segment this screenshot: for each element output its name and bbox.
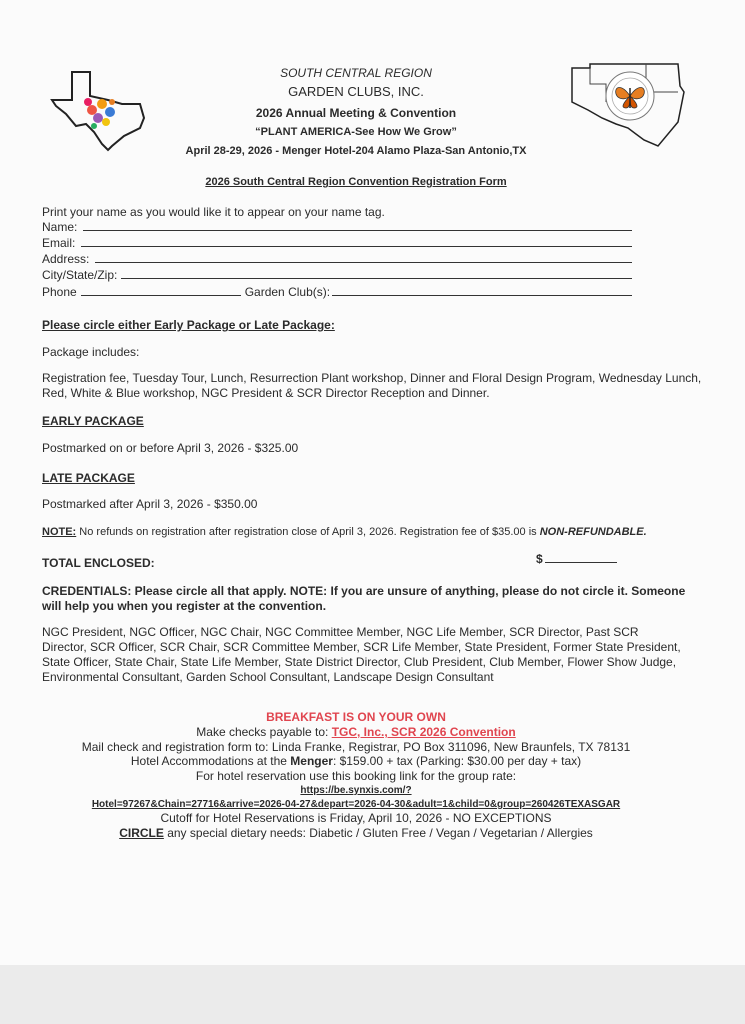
city-line[interactable]: [121, 277, 632, 279]
booking-link-line1[interactable]: https://be.synxis.com/?: [300, 785, 412, 796]
credentials-heading: CREDENTIALS: Please circle all that apply. NOTE: If you are unsure of anything, please do not circle it. Someone will help you when you register at the convention.: [42, 584, 686, 613]
mail-instructions: Mail check and registration form to: Linda Franke, Registrar, PO Box 311096, New Braunfels, TX 78131: [81, 740, 631, 754]
note-line: [42, 526, 722, 538]
note-emph: NON-REFUNDABLE.: [539, 526, 647, 538]
package-includes-label: Package includes:: [42, 345, 140, 359]
checks-payable-line: [0, 725, 712, 739]
note-text: No refunds on registration after registration close of April 3, 2026. Registration fee of $35.00 is: [76, 526, 540, 538]
package-includes-text: Registration fee, Tuesday Tour, Lunch, Resurrection Plant workshop, Dinner and Floral Design Program, Wednesday Lunch, Red, White & Blue workshop, NGC President & SCR Director Reception and Dinner.: [42, 371, 702, 400]
note-label: NOTE:: [42, 526, 77, 538]
phone-club-row[interactable]: [42, 285, 632, 300]
dietary-text[interactable]: any special dietary needs: Diabetic / Gluten Free / Vegan / Vegetarian / Allergies: [163, 826, 593, 840]
name-field[interactable]: [42, 220, 632, 235]
address-line[interactable]: [95, 261, 632, 263]
booking-text: For hotel reservation use this booking link for the group rate:: [195, 769, 517, 783]
address-label: Address:: [42, 252, 90, 266]
club-label: Garden Club(s):: [244, 285, 331, 299]
email-line[interactable]: [81, 245, 632, 247]
hotel-accommodations: [0, 754, 712, 768]
checks-label: Make checks payable to:: [196, 725, 332, 739]
total-amount-field[interactable]: [536, 552, 617, 566]
city-state-zip-field[interactable]: [42, 268, 632, 283]
early-package-text: Postmarked on or before April 3, 2026 - $325.00: [42, 441, 299, 455]
hotel-cutoff: Cutoff for Hotel Reservations is Friday, April 10, 2026 - NO EXCEPTIONS: [160, 811, 552, 825]
form-title: 2026 South Central Region Convention Registration Form: [205, 176, 507, 188]
name-line[interactable]: [83, 229, 632, 231]
address-field[interactable]: [42, 252, 632, 267]
phone-label: Phone: [42, 285, 77, 299]
booking-link-line2[interactable]: Hotel=97267&Chain=27716&arrive=2026-04-27&depart=2026-04-30&adult=1&child=0&group=260426TEXASGAR: [91, 799, 621, 810]
circle-label: CIRCLE: [119, 826, 164, 840]
credentials-list[interactable]: NGC President, NGC Officer, NGC Chair, NGC Committee Member, NGC Life Member, SCR Director, Past SCR Director, SCR Officer, SCR Chair, SCR Committee Member, SCR Life Member, State President, Former State President, State Officer, State Chair, State Life Member, State District Director, Club President, Club Member, Flower Show Judge, Environmental Consultant, Garden School Consultant, Landscape Design Consultant: [42, 625, 681, 684]
hotel-name: Menger: [290, 754, 333, 768]
early-package-heading[interactable]: EARLY PACKAGE: [42, 414, 144, 428]
circle-package-heading: Please circle either Early Package or Late Package:: [42, 318, 335, 332]
dietary-needs-line: [0, 826, 712, 840]
email-field[interactable]: [42, 236, 632, 251]
header-theme: “PLANT AMERICA-See How We Grow”: [255, 126, 457, 138]
total-enclosed-label: TOTAL ENCLOSED:: [42, 556, 155, 570]
late-package-heading[interactable]: LATE PACKAGE: [42, 471, 135, 485]
email-label: Email:: [42, 236, 76, 250]
late-package-text: Postmarked after April 3, 2026 - $350.00: [42, 497, 258, 511]
city-label: City/State/Zip:: [42, 268, 118, 282]
header-date-place: April 28-29, 2026 - Menger Hotel-204 Alamo Plaza-San Antonio,TX: [185, 145, 527, 157]
name-label: Name:: [42, 220, 78, 234]
header-region: SOUTH CENTRAL REGION: [280, 66, 432, 80]
total-amount-line[interactable]: [545, 561, 617, 563]
breakfast-notice: BREAKFAST IS ON YOUR OWN: [266, 710, 446, 724]
header-event: 2026 Annual Meeting & Convention: [255, 106, 457, 120]
checks-payee: TGC, Inc., SCR 2026 Convention: [331, 725, 516, 739]
print-instruction: Print your name as you would like it to appear on your name tag.: [42, 205, 385, 219]
phone-line[interactable]: [81, 294, 241, 296]
hotel-post: : $159.00 + tax (Parking: $30.00 per day + tax): [332, 754, 582, 768]
currency-symbol: $: [536, 552, 543, 566]
hotel-pre: Hotel Accommodations at the: [130, 754, 291, 768]
header-org: GARDEN CLUBS, INC.: [288, 84, 424, 99]
club-line[interactable]: [332, 294, 632, 296]
